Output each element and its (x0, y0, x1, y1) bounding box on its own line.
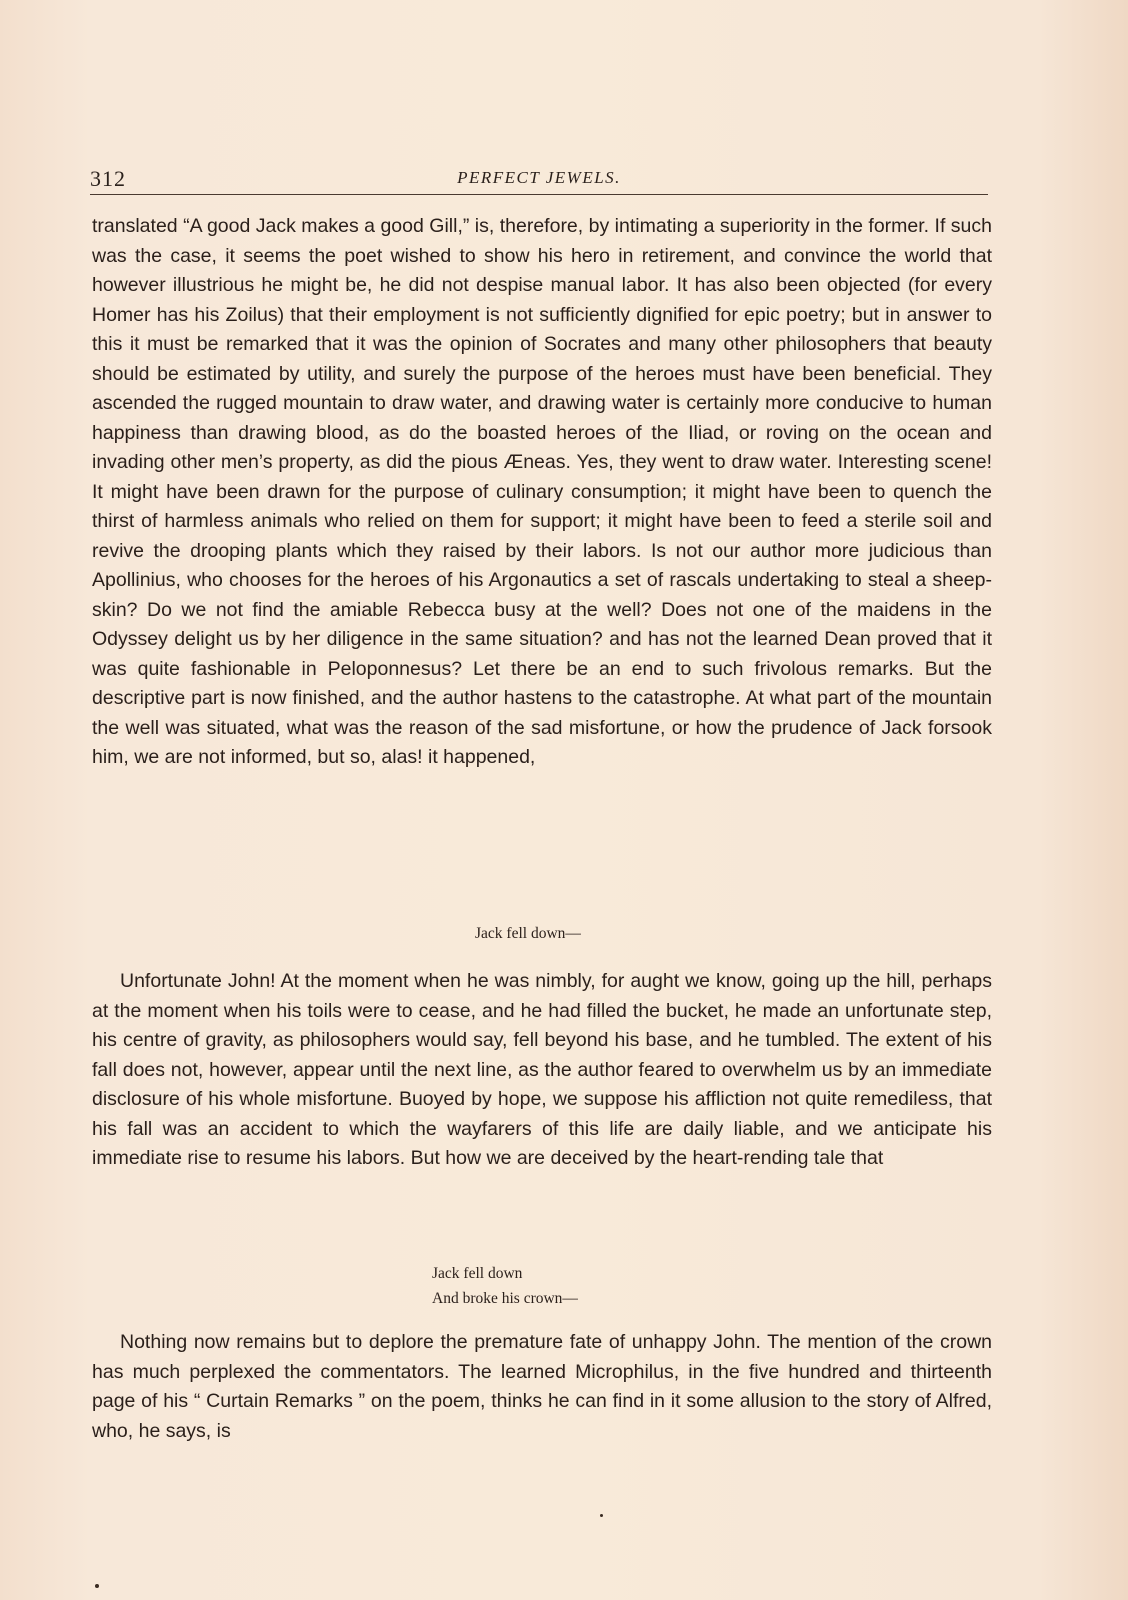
verse-quote-2 (432, 1261, 578, 1311)
verse-quote-1: Jack fell down— (475, 925, 581, 942)
page-number: 312 (90, 166, 126, 191)
verse-quote-2-line-1: Jack fell down (432, 1265, 523, 1282)
verse-quote-2-line-2: And broke his crown— (432, 1290, 578, 1307)
page-header (90, 166, 988, 195)
ink-speck (600, 1514, 603, 1517)
running-title: PERFECT JEWELS. (457, 168, 621, 187)
paragraph-1: translated “A good Jack makes a good Gill,” is, therefore, by intimating a superiority in the former. If such was the case, it seems the poet wished to show his hero in retirement, and convince the world that however illustrious he might be, he did not despise manual labor. It has also been objected (for every Homer has his Zoilus) that their employment is not sufficiently dignified for epic poetry; but in answer to this it must be remarked that it was the opinion of Socrates and many other philosophers that beauty should be estimated by utility, and surely the purpose of the heroes must have been beneficial. They ascended the rugged mountain to draw water, and drawing water is certainly more conducive to human happiness than drawing blood, as do the boasted heroes of the Iliad, or roving on the ocean and invading other men’s property, as did the pious Æneas. Yes, they went to draw water. Interesting scene! It might have been drawn for the purpose of culinary consumption; it might have been to quench the thirst of harmless animals who relied on them for support; it might have been to feed a sterile soil and revive the drooping plants which they raised by their labors. Is not our author more judicious than Apollinius, who chooses for the heroes of his Argonautics a set of rascals undertaking to steal a sheep-skin? Do we not find the amiable Rebecca busy at the well? Does not one of the maidens in the Odyssey delight us by her diligence in the same situation? and has not the learned Dean proved that it was quite fashionable in Peloponnesus? Let there be an end to such frivolous remarks. But the descriptive part is now finished, and the author hastens to the catastrophe. At what part of the mountain the well was situated, what was the reason of the sad misfortune, or how the prudence of Jack forsook him, we are not informed, but so, alas! it happened, (92, 215, 992, 768)
paragraph-3: Nothing now remains but to deplore the premature fate of unhappy John. The mention of the crown has much perplexed the commentators. The learned Microphilus, in the five hundred and thirteenth page of his “ Curtain Remarks ” on the poem, thinks he can find in it some allusion to the story of Alfred, who, he says, is (92, 1331, 992, 1442)
ink-speck (95, 1584, 99, 1588)
paragraph-2: Unfortunate John! At the moment when he was nimbly, for aught we know, going up the hill, perhaps at the moment when his toils were to cease, and he had filled the bucket, he made an unfortunate step, his centre of gravity, as philosophers would say, fell beyond his base, and he tumbled. The extent of his fall does not, however, appear until the next line, as the author feared to overwhelm us by an immediate disclosure of his whole misfortune. Buoyed by hope, we suppose his affliction not quite remediless, that his fall was an accident to which the wayfarers of this life are daily liable, and we anticipate his immediate rise to resume his labors. But how we are deceived by the heart-rending tale that (92, 970, 992, 1169)
